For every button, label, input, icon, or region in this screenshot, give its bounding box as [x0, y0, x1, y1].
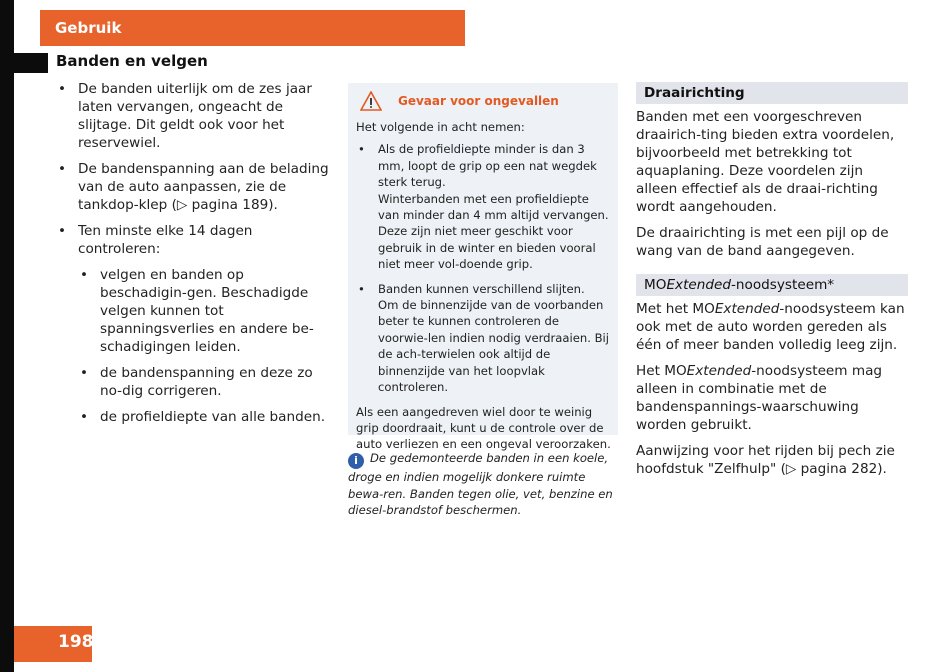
warning-box	[348, 83, 618, 452]
warning-title: Gevaar voor ongevallen	[398, 94, 559, 108]
list-item: • De banden uiterlijk om de zes jaar laten vervangen, ongeacht de slijtage. Dit geldt ook voor het reservewiel.	[56, 80, 334, 152]
sub-list-item: • de bandenspanning en deze zo no-dig corrigeren.	[78, 364, 334, 400]
warning-item-main: • Banden kunnen verschillend slijten.	[378, 281, 585, 296]
left-column	[56, 80, 334, 434]
paragraph	[636, 300, 908, 354]
text-part-italic: Extended	[714, 301, 780, 317]
info-note	[348, 450, 618, 519]
chapter-title: Gebruik	[55, 19, 122, 37]
paragraph	[636, 362, 908, 434]
paragraph: De draairichting is met een pijl op de wang van de band aangegeven.	[636, 225, 889, 259]
text-part-italic: Extended	[686, 363, 752, 379]
left-edge-bar	[0, 0, 14, 672]
warning-list	[356, 141, 611, 395]
text-part: Het MO	[636, 363, 687, 379]
main-list	[56, 80, 334, 426]
paragraph: Banden met een voorgeschreven draairich-ting bieden extra voordelen, bijvoorbeeld met betrekking tot aquaplaning. Deze voordelen zijn alleen effectief als de draai-richting wordt aangehouden.	[636, 109, 895, 215]
sub-list	[78, 266, 334, 426]
list-item-text: Ten minste elke 14 dagen controleren:	[78, 223, 253, 257]
sub-list-item: • de profieldiepte van alle banden.	[78, 408, 334, 426]
warning-intro: Het volgende in acht nemen:	[356, 120, 525, 134]
list-item	[56, 222, 334, 426]
sub-list-item: • velgen en banden op beschadigin-gen. Beschadigde velgen kunnen tot spanningsverlies en andere be-schadigingen leiden.	[78, 266, 334, 356]
right-column	[636, 82, 908, 486]
info-icon: i	[348, 453, 364, 469]
heading-part: MO	[644, 277, 667, 293]
section-marker	[14, 53, 48, 73]
heading-moextended	[636, 274, 908, 296]
warning-list-item	[356, 281, 611, 396]
warning-triangle-icon	[360, 91, 382, 111]
warning-closing: Als een aangedreven wiel door te weinig grip doordraait, kunt u de controle over de auto verliezen en een ongeval veroorzaken.	[356, 404, 611, 452]
paragraph: Aanwijzing voor het rijden bij pech zie hoofdstuk "Zelfhulp" (▷ pagina 282).	[636, 443, 895, 477]
heading-part-italic: Extended	[666, 277, 732, 293]
page-number: 198	[58, 632, 94, 652]
heading-draairichting: Draairichting	[636, 82, 908, 104]
warning-list-item	[356, 141, 611, 272]
warning-body	[356, 119, 611, 459]
warning-item-main: • Als de profieldiepte minder is dan 3 mm, loopt de grip op een nat wegdek sterk terug.	[378, 142, 597, 190]
text-part: -noodsysteem kan ook met de auto worden gereden als één of meer banden volledig leeg zijn.	[636, 301, 905, 353]
heading-part: -noodsysteem*	[731, 277, 835, 293]
text-part: -noodsysteem mag alleen in combinatie met de bandenspannings-waarschuwing worden gebruikt.	[636, 363, 883, 433]
info-note-text: De gedemonteerde banden in een koele, droge en indien mogelijk donkere ruimte bewa-ren. Banden tegen olie, vet, benzine en diesel-brandstof beschermen.	[348, 451, 613, 518]
warning-item-sub: Winterbanden met een profieldiepte van minder dan 4 mm altijd vervangen. Deze zijn niet meer geschikt voor gebruik in de winter en bieden vooral niet meer vol-doende grip.	[378, 191, 609, 272]
section-title: Banden en velgen	[56, 52, 208, 70]
list-item: • De bandenspanning aan de belading van de auto aanpassen, zie de tankdop-klep (▷ pagina 189).	[56, 160, 334, 214]
warning-item-sub: Om de binnenzijde van de voorbanden beter te kunnen controleren de voorwie-len indien nodig verdraaien. Bij de ach-terwielen ook altijd de binnenzijde van het loopvlak controleren.	[378, 298, 609, 395]
text-part: Met het MO	[636, 301, 715, 317]
